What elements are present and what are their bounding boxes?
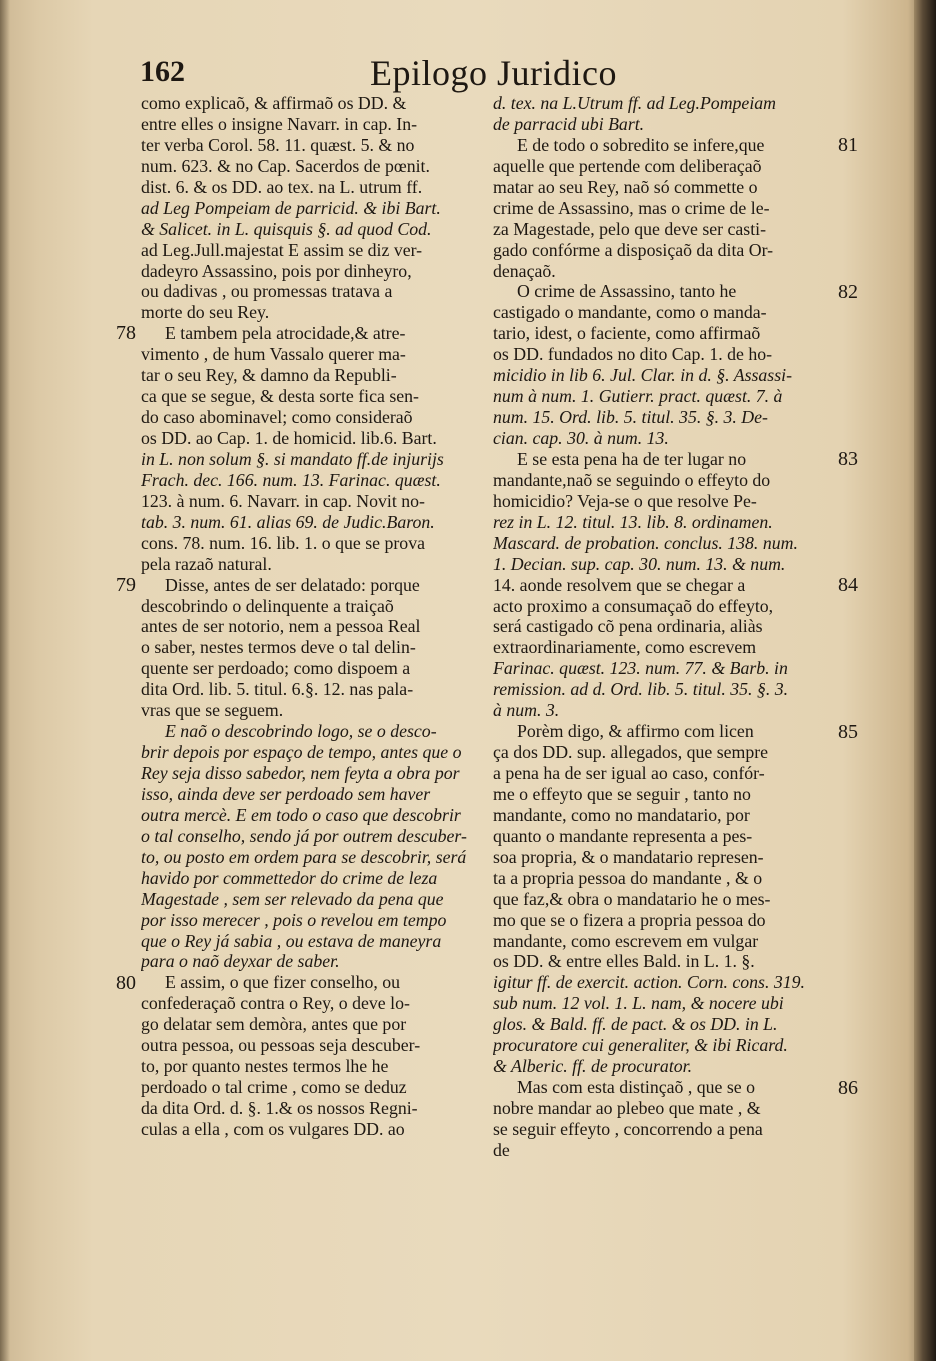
running-header (140, 52, 840, 96)
text-line: to, ou posto em ordem para se descobrir, será (141, 846, 467, 867)
left-text-column (141, 93, 476, 1140)
text-line: vras que se seguem. (141, 700, 284, 721)
text-line: acto proximo a consumaçaõ do effeyto, (493, 595, 774, 616)
text-line: micidio in lib 6. Jul. Clar. in d. §. Assassi- (493, 365, 793, 386)
text-line: Frach. dec. 166. num. 13. Farinac. quæst. (141, 469, 441, 490)
text-line: soa propria, & o mandatario represen- (493, 846, 764, 867)
text-line: E assim, o que fizer conselho, ou (165, 972, 401, 993)
text-line: igitur ff. de exercit. action. Corn. cons. 319. (493, 972, 805, 993)
text-line: como explicaõ, & affirmaõ os DD. & (141, 93, 407, 113)
text-line: à num. 3. (493, 700, 560, 721)
text-line: 123. à num. 6. Navarr. in cap. Novit no- (141, 490, 425, 511)
text-line: num à num. 1. Gutierr. pract. quæst. 7. à (493, 386, 783, 407)
text-line: & Alberic. ff. de procurator. (493, 1056, 693, 1077)
text-line: dist. 6. & os DD. ao tex. na L. utrum ff. (141, 176, 423, 197)
paragraph-number: 85 (838, 720, 858, 743)
text-line: entre elles o insigne Navarr. in cap. In- (141, 113, 417, 134)
text-line: isso, ainda deve ser perdoado sem haver (141, 783, 431, 804)
text-line: in L. non solum §. si mandato ff.de injurijs (141, 448, 444, 469)
text-line: pela razaõ natural. (141, 553, 272, 574)
text-line: glos. & Bald. ff. de pact. & os DD. in L. (493, 1014, 778, 1035)
text-line: num. 15. Ord. lib. 5. titul. 35. §. 3. De- (493, 407, 768, 428)
text-line: os DD. fundados no dito Cap. 1. de ho- (493, 344, 773, 365)
text-line: tario, idest, o faciente, como affirmaõ (493, 323, 761, 344)
paragraph-number: 81 (838, 133, 858, 156)
text-line: confederaçaõ contra o Rey, o deve lo- (141, 993, 410, 1014)
paragraph-number: 78 (116, 322, 136, 345)
text-line: os DD. ao Cap. 1. de homicid. lib.6. Bart. (141, 428, 437, 448)
text-line: será castigado cõ pena ordinaria, aliàs (493, 616, 763, 637)
text-line: Mascard. de probation. conclus. 138. num. (493, 532, 798, 553)
text-line: havido por commettedor do crime de leza (141, 867, 438, 888)
paragraph-number: 84 (838, 573, 858, 596)
text-line: O crime de Assassino, tanto he (517, 281, 737, 302)
text-line: quente ser perdoado; como dispoem a (141, 658, 411, 679)
text-line: matar ao seu Rey, naõ só commette o (493, 176, 758, 197)
text-line: num. 623. & no Cap. Sacerdos de pœnit. (141, 155, 430, 176)
text-line: outra mercè. E em todo o caso que descobrir (141, 804, 461, 825)
text-line: go delatar sem demòra, antes que por (141, 1014, 407, 1035)
paragraph-number: 86 (838, 1076, 858, 1099)
text-line: por isso merecer , pois o revelou em tempo (141, 909, 447, 930)
text-line: castigado o mandante, como o manda- (493, 302, 767, 323)
text-line: aquelle que pertende com deliberaçaõ (493, 155, 762, 176)
text-line: perdoado o tal crime , como se deduz (141, 1077, 407, 1098)
text-line: antes de ser notorio, nem a pessoa Real (141, 616, 421, 637)
text-line: ta a propria pessoa do mandante , & o (493, 867, 763, 888)
text-line: & Salicet. in L. quisquis §. ad quod Cod. (141, 218, 432, 239)
text-line: brir depois por espaço de tempo, antes que o (141, 742, 462, 763)
text-line: mandante, como escrevem em vulgar (493, 930, 759, 951)
text-line: Porèm digo, & affirmo com licen (517, 721, 754, 742)
text-line: crime de Assassino, mas o crime de le- (493, 197, 770, 218)
text-line: ou dadivas , ou promessas tratava a (141, 281, 393, 302)
text-line: de parracid ubi Bart. (493, 113, 645, 134)
text-line: E naõ o descobrindo logo, se o desco- (165, 721, 437, 742)
text-line: extraordinariamente, como escrevem (493, 637, 757, 658)
text-line: de (493, 1139, 510, 1160)
text-line: Rey seja disso sabedor, nem feyta a obra por (141, 763, 460, 783)
text-line: que o Rey já sabia , ou estava de maneyra (141, 930, 442, 951)
text-line: 1. Decian. sup. cap. 30. num. 13. & num. (493, 553, 786, 574)
page-edge-shadow (914, 0, 936, 1361)
text-line: vimento , de hum Vassalo querer ma- (141, 344, 406, 365)
text-line: cian. cap. 30. à num. 13. (493, 428, 669, 448)
text-line: mandante,naõ se seguindo o effeyto do (493, 469, 771, 490)
text-line: remission. ad d. Ord. lib. 5. titul. 35. §. 3. (493, 679, 789, 700)
text-line: sub num. 12 vol. 1. L. nam, & nocere ubi (493, 993, 784, 1014)
text-line: me o effeyto que se seguir , tanto no (493, 783, 751, 804)
text-line: se seguir effeyto , concorrendo a pena (493, 1118, 763, 1139)
text-line: o tal conselho, sendo já por outrem descuber- (141, 825, 467, 846)
page-gutter-shadow (0, 0, 10, 1361)
text-line: tab. 3. num. 61. alias 69. de Judic.Baron. (141, 511, 435, 532)
paragraph-number: 83 (838, 448, 858, 471)
text-line: tar o seu Rey, & damno da Republi- (141, 365, 397, 386)
text-line: za Magestade, pelo que deve ser casti- (493, 218, 767, 239)
text-line: Mas com esta distinçaõ , que se o (517, 1077, 756, 1098)
text-line: Disse, antes de ser delatado: porque (165, 574, 420, 595)
paragraph-number: 79 (116, 573, 136, 596)
text-line: mandante, como no mandatario, por (493, 804, 750, 825)
text-line: Magestade , sem ser relevado da pena que (141, 888, 444, 909)
text-line: gado confórme a disposiçaõ da dita Or- (493, 239, 774, 260)
right-text-column (493, 93, 825, 1161)
text-line: ter verba Corol. 58. 11. quæst. 5. & no (141, 134, 415, 155)
text-line: ad Leg Pompeiam de parricid. & ibi Bart. (141, 197, 441, 218)
paragraph-number: 82 (838, 280, 858, 303)
text-line: 14. aonde resolvem que se chegar a (493, 574, 746, 595)
text-line: do caso abominavel; como consideraõ (141, 407, 413, 428)
text-line: culas a ella , com os vulgares DD. ao (141, 1118, 405, 1139)
text-line: a pena ha de ser igual ao caso, confór- (493, 763, 765, 783)
text-line: o saber, nestes termos deve o tal delin- (141, 637, 416, 658)
paragraph-number: 80 (116, 971, 136, 994)
text-line: morte do seu Rey. (141, 302, 270, 323)
text-line: dita Ord. lib. 5. titul. 6.§. 12. nas pala- (141, 679, 414, 700)
text-line: quanto o mandante representa a pes- (493, 825, 753, 846)
text-line: os DD. & entre elles Bald. in L. 1. §. (493, 951, 755, 972)
text-line: to, por quanto nestes termos lhe he (141, 1056, 389, 1077)
text-line: denaçaõ. (493, 260, 556, 281)
text-line: E se esta pena ha de ter lugar no (517, 448, 747, 469)
text-line: dadeyro Assassino, pois por dinheyro, (141, 260, 412, 281)
text-line: procuratore cui generaliter, & ibi Ricard. (493, 1035, 788, 1056)
text-line: Farinac. quæst. 123. num. 77. & Barb. in (493, 658, 788, 679)
text-line: nobre mandar ao plebeo que mate , & (493, 1098, 761, 1118)
text-line: da dita Ord. d. §. 1.& os nossos Regni- (141, 1098, 418, 1118)
text-line: ça dos DD. sup. allegados, que sempre (493, 742, 769, 763)
text-line: mo que se o fizera a propria pessoa do (493, 909, 766, 930)
text-line: outra pessoa, ou pessoas seja descuber- (141, 1035, 421, 1056)
text-line: homicidio? Veja-se o que resolve Pe- (493, 490, 757, 511)
text-line: E de todo o sobredito se infere,que (517, 134, 765, 155)
text-line: ad Leg.Jull.majestat E assim se diz ver- (141, 239, 423, 260)
text-line: ca que se segue, & desta sorte fica sen- (141, 386, 419, 407)
text-line: que faz,& obra o mandatario he o mes- (493, 888, 771, 909)
text-line: cons. 78. num. 16. lib. 1. o que se prova (141, 532, 425, 553)
text-line: E tambem pela atrocidade,& atre- (165, 323, 406, 344)
text-line: para o naõ deyxar de saber. (141, 951, 340, 972)
text-line: rez in L. 12. titul. 13. lib. 8. ordinamen. (493, 511, 773, 532)
text-line: d. tex. na L.Utrum ff. ad Leg.Pompeiam (493, 93, 776, 113)
page-number: 162 (140, 55, 185, 88)
text-line: descobrindo o delinquente a traiçaõ (141, 595, 394, 616)
page-title: Epilogo Juridico (370, 53, 617, 93)
